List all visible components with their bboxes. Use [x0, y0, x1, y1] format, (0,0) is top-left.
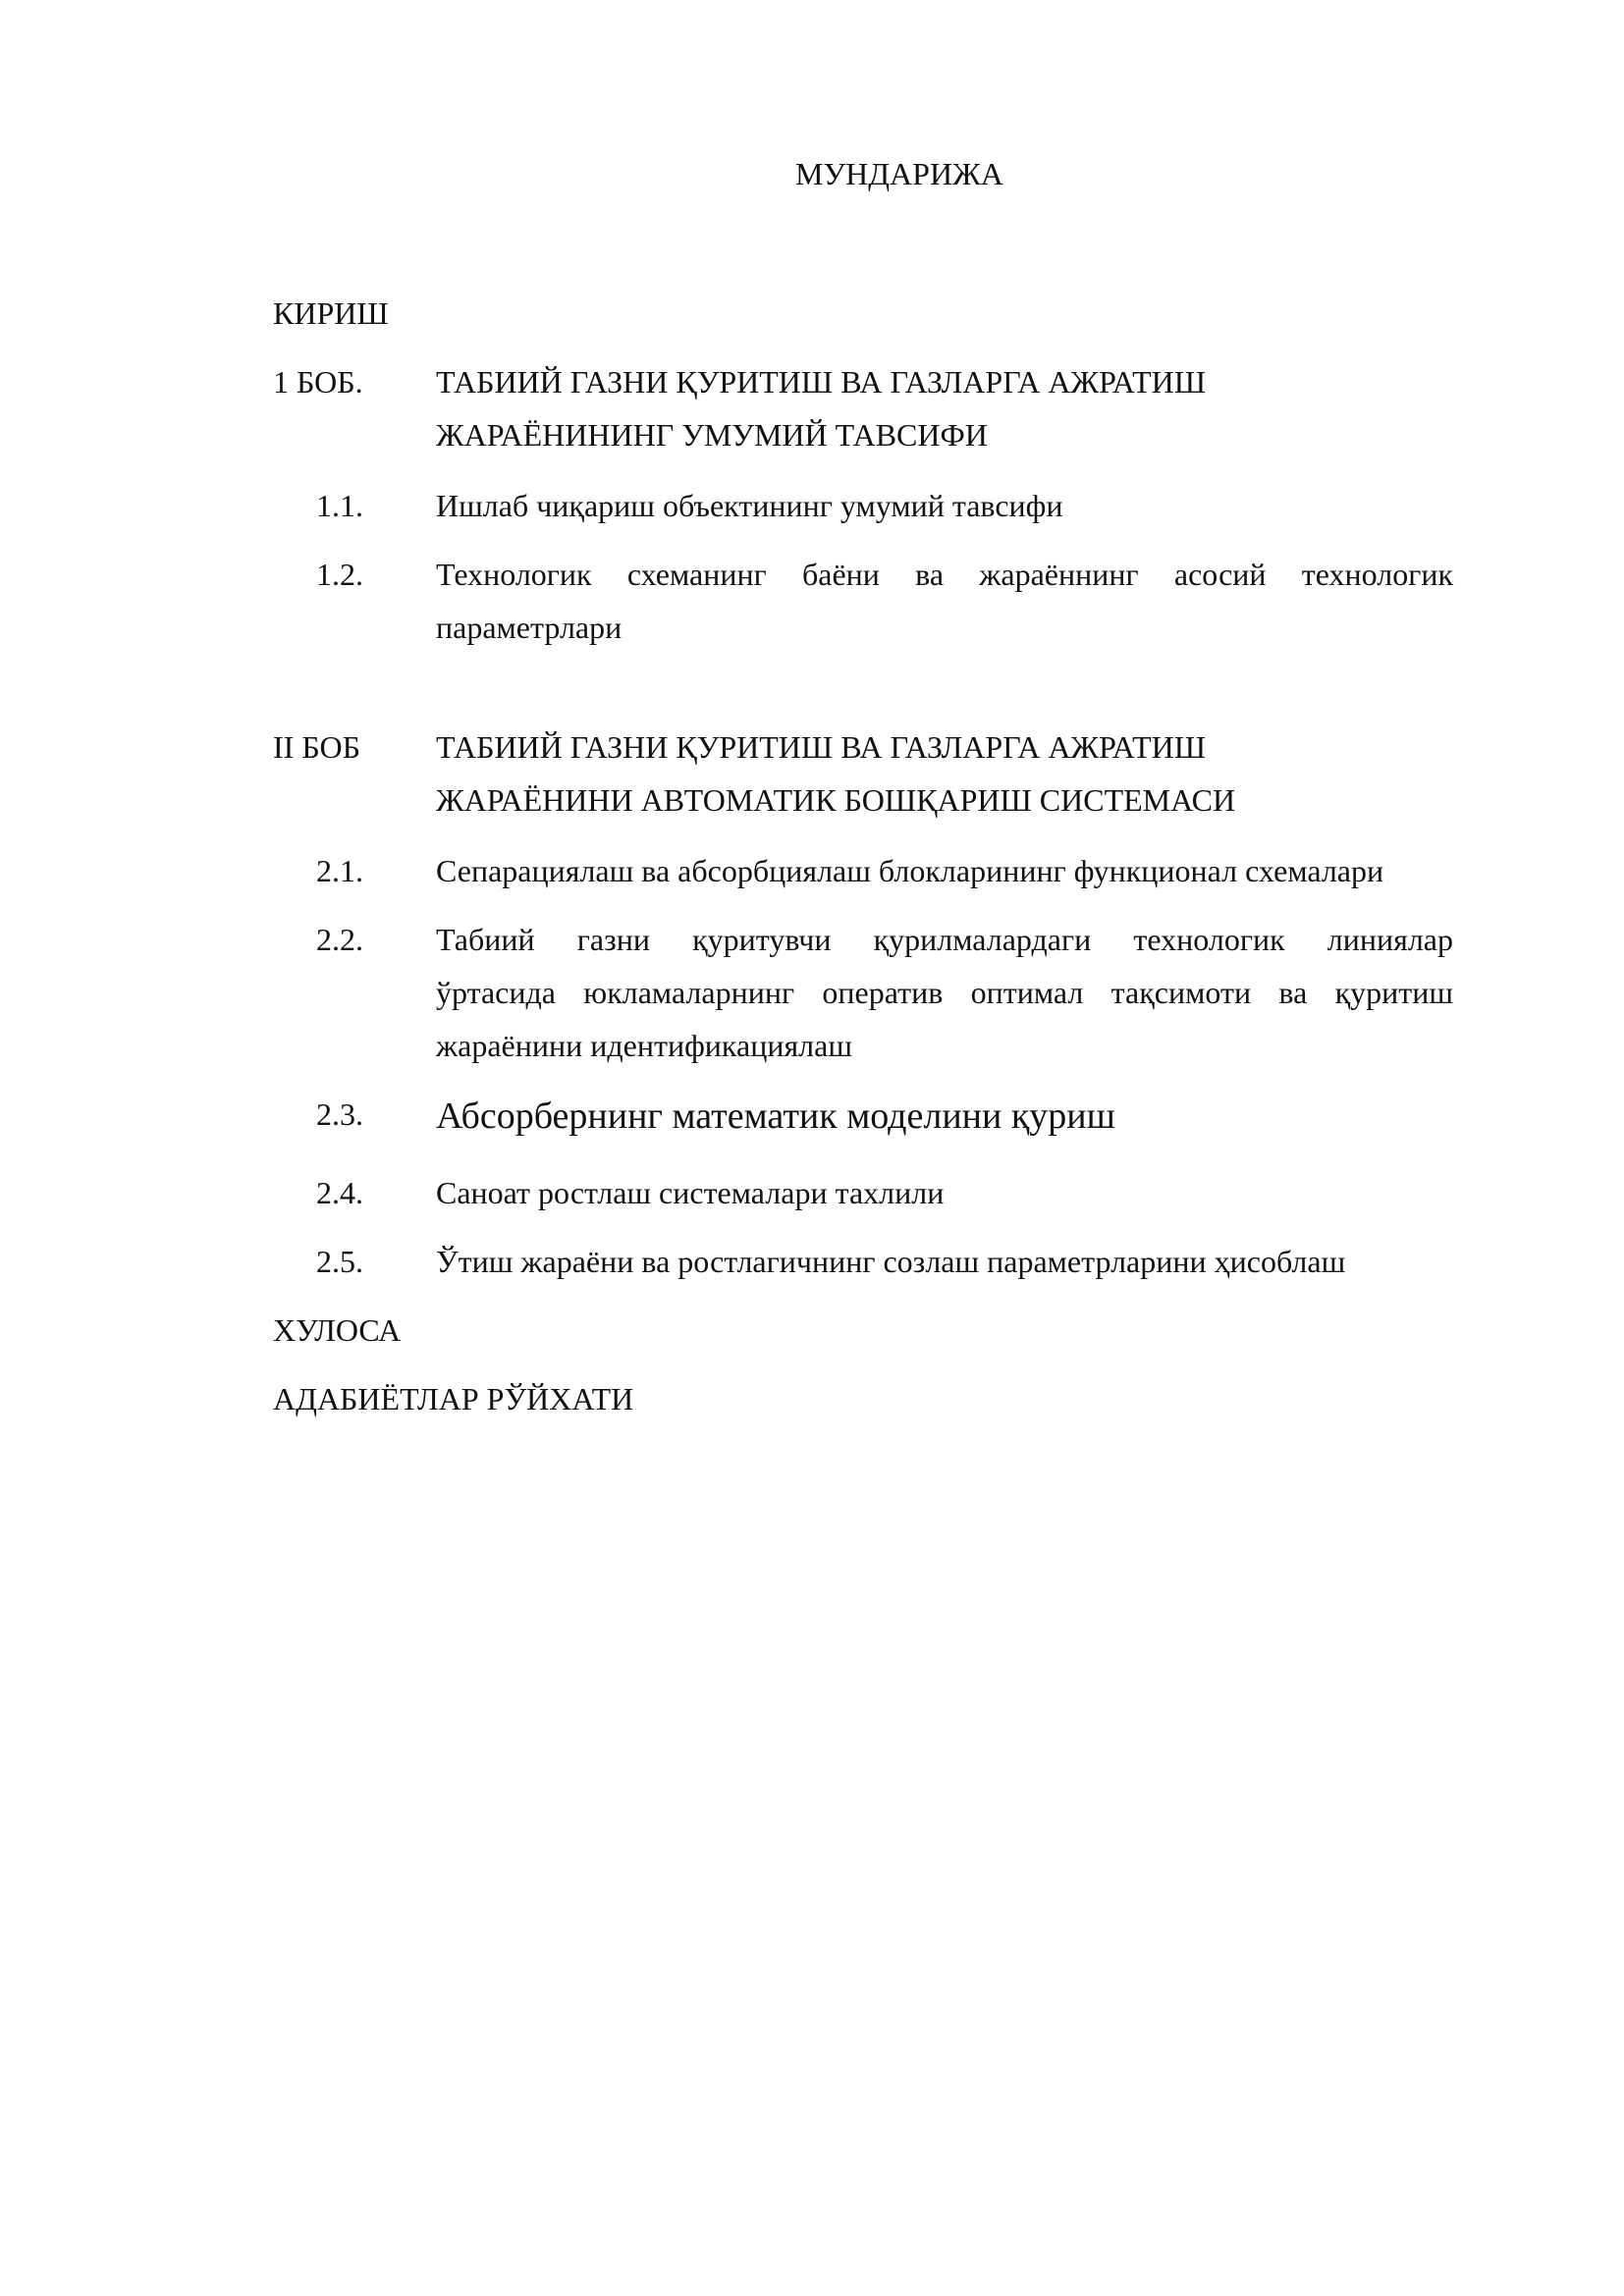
section-2-4-number: 2.4.	[316, 1175, 363, 1210]
toc-intro: КИРИШ	[273, 295, 389, 331]
section-2-2-title-line1: Табиий газни қуритувчи қурилмалардаги технологик линиялар	[436, 922, 1453, 957]
section-2-3-title: Абсорбернинг математик моделини қуриш	[436, 1095, 1115, 1137]
chapter2-title-line1: ТАБИИЙ ГАЗНИ ҚУРИТИШ ВА ГАЗЛАРГА АЖРАТИШ	[436, 729, 1207, 765]
section-1-2-number: 1.2.	[316, 557, 363, 592]
section-2-1-title: Сепарациялаш ва абсорбциялаш блокларининг функционал схемалари	[436, 853, 1384, 888]
section-1-2-title-line2: параметрлари	[436, 610, 623, 645]
chapter1-label: 1 БОБ.	[273, 364, 363, 400]
chapter1-title-line2: ЖАРАЁНИНИНГ УМУМИЙ ТАВСИФИ	[436, 417, 988, 453]
chapter1-title-line1: ТАБИИЙ ГАЗНИ ҚУРИТИШ ВА ГАЗЛАРГА АЖРАТИШ	[436, 364, 1207, 400]
section-2-5-number: 2.5.	[316, 1244, 363, 1279]
section-2-2-number: 2.2.	[316, 922, 363, 957]
section-2-1-number: 2.1.	[316, 853, 363, 888]
toc-conclusion: ХУЛОСА	[273, 1312, 402, 1348]
section-2-5-title: Ўтиш жараёни ва ростлагичнинг созлаш параметрларини ҳисоблаш	[436, 1244, 1346, 1279]
chapter2-label: II БОБ	[273, 729, 360, 765]
page-title: МУНДАРИЖА	[795, 156, 1003, 191]
section-1-1-number: 1.1.	[316, 488, 363, 523]
section-1-1-title: Ишлаб чиқариш объектининг умумий тавсифи	[436, 488, 1063, 523]
toc-references: АДАБИЁТЛАР РЎЙХАТИ	[273, 1381, 634, 1416]
section-2-2-title-line2: ўртасида юкламаларнинг оператив оптимал тақсимоти ва қуритиш	[436, 975, 1453, 1010]
section-2-4-title: Саноат ростлаш системалари тахлили	[436, 1175, 945, 1210]
section-1-2-title-line1: Технологик схеманинг баёни ва жараённинг асосий технологик	[436, 557, 1453, 592]
chapter2-title-line2: ЖАРАЁНИНИ АВТОМАТИК БОШҚАРИШ СИСТЕМАСИ	[436, 782, 1236, 818]
section-2-2-title-line3: жараёнини идентификациялаш	[436, 1028, 852, 1063]
section-2-3-number: 2.3.	[316, 1096, 363, 1132]
